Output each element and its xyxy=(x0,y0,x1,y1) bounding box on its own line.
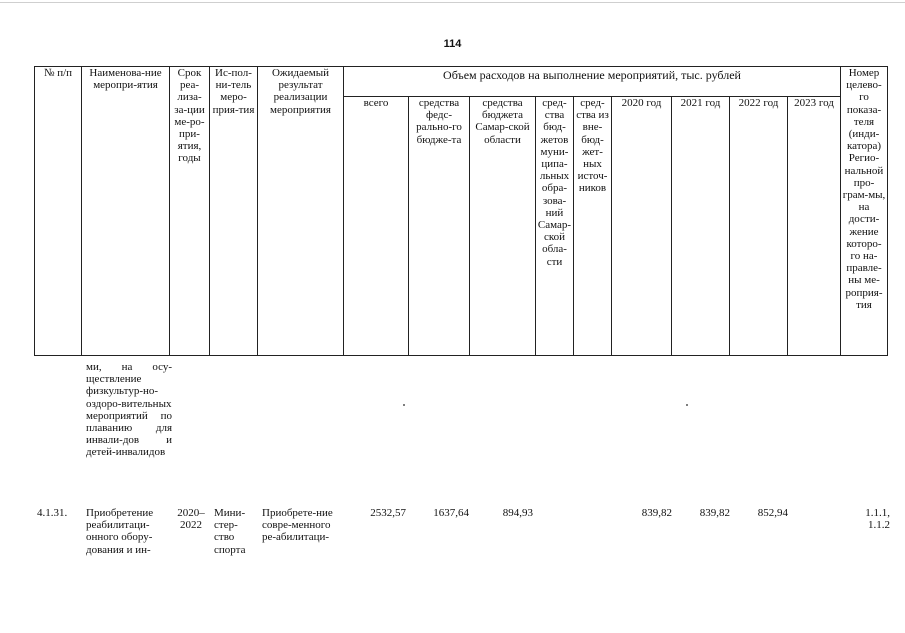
scan-speck xyxy=(403,404,405,406)
header-executor: Ис-пол-ни-тель меро-прия-тия xyxy=(210,67,258,356)
header-2022: 2022 год xyxy=(730,97,788,356)
header-indicator: Номер целево-го показа-теля (инди-катора) Регио-нальной про-грам-мы, на дости-жение которо-го на-правле-ны ме-роприя-тия xyxy=(841,67,888,356)
row-2020: 839,82 xyxy=(641,507,672,519)
row-2022: 852,94 xyxy=(757,507,788,519)
row-executor: Мини-стер-ство спорта xyxy=(214,507,246,556)
header-federal: средства федс-рально-го бюдже-та xyxy=(409,97,470,356)
row-federal: 1637,64 xyxy=(433,507,469,519)
header-2023: 2023 год xyxy=(788,97,841,356)
header-num: № п/п xyxy=(35,67,82,356)
row-result: Приобрете-ние совре-менного ре-абилитаци- xyxy=(262,507,333,544)
row-indicator: 1.1.1, 1.1.2 xyxy=(865,507,890,532)
header-municipal: сред-ства бюд-жетов муни-ципа-льных обра-зова-ний Самар-ской обла-сти xyxy=(536,97,574,356)
top-rule xyxy=(0,2,905,3)
scan-speck xyxy=(686,404,688,406)
header-2021: 2021 год xyxy=(672,97,730,356)
header-term: Срок реа-лиза-за-ции ме-ро-при-ятия, годы xyxy=(170,67,210,356)
row-name: Приобретение реабилитаци-онного обору-дования и ин- xyxy=(86,507,154,556)
expenditure-table xyxy=(34,66,888,356)
row-regional: 894,93 xyxy=(502,507,533,519)
header-name: Наименова-ние меропри-ятия xyxy=(82,67,170,356)
header-extrabudget: сред-ства из вне-бюд-жет-ных источ-ников xyxy=(574,97,612,356)
header-2020: 2020 год xyxy=(612,97,672,356)
header-volume: Объем расходов на выполнение мероприятий, тыс. рублей xyxy=(344,67,841,97)
header-regional: средства бюджета Самар-ской области xyxy=(470,97,536,356)
header-result: Ожидаемый результат реализации мероприятия xyxy=(258,67,344,356)
row-num: 4.1.31. xyxy=(37,507,68,519)
page-number: 114 xyxy=(443,38,462,50)
continuation-text: ми, на осу-ществление физкультур-но-оздоро-вительных мероприятий по плаванию для инвали-дов и детей-инвалидов xyxy=(86,361,172,459)
header-total: всего xyxy=(344,97,409,356)
row-term: 2020–2022 xyxy=(177,507,205,532)
row-total: 2532,57 xyxy=(370,507,406,519)
row-2021: 839,82 xyxy=(699,507,730,519)
